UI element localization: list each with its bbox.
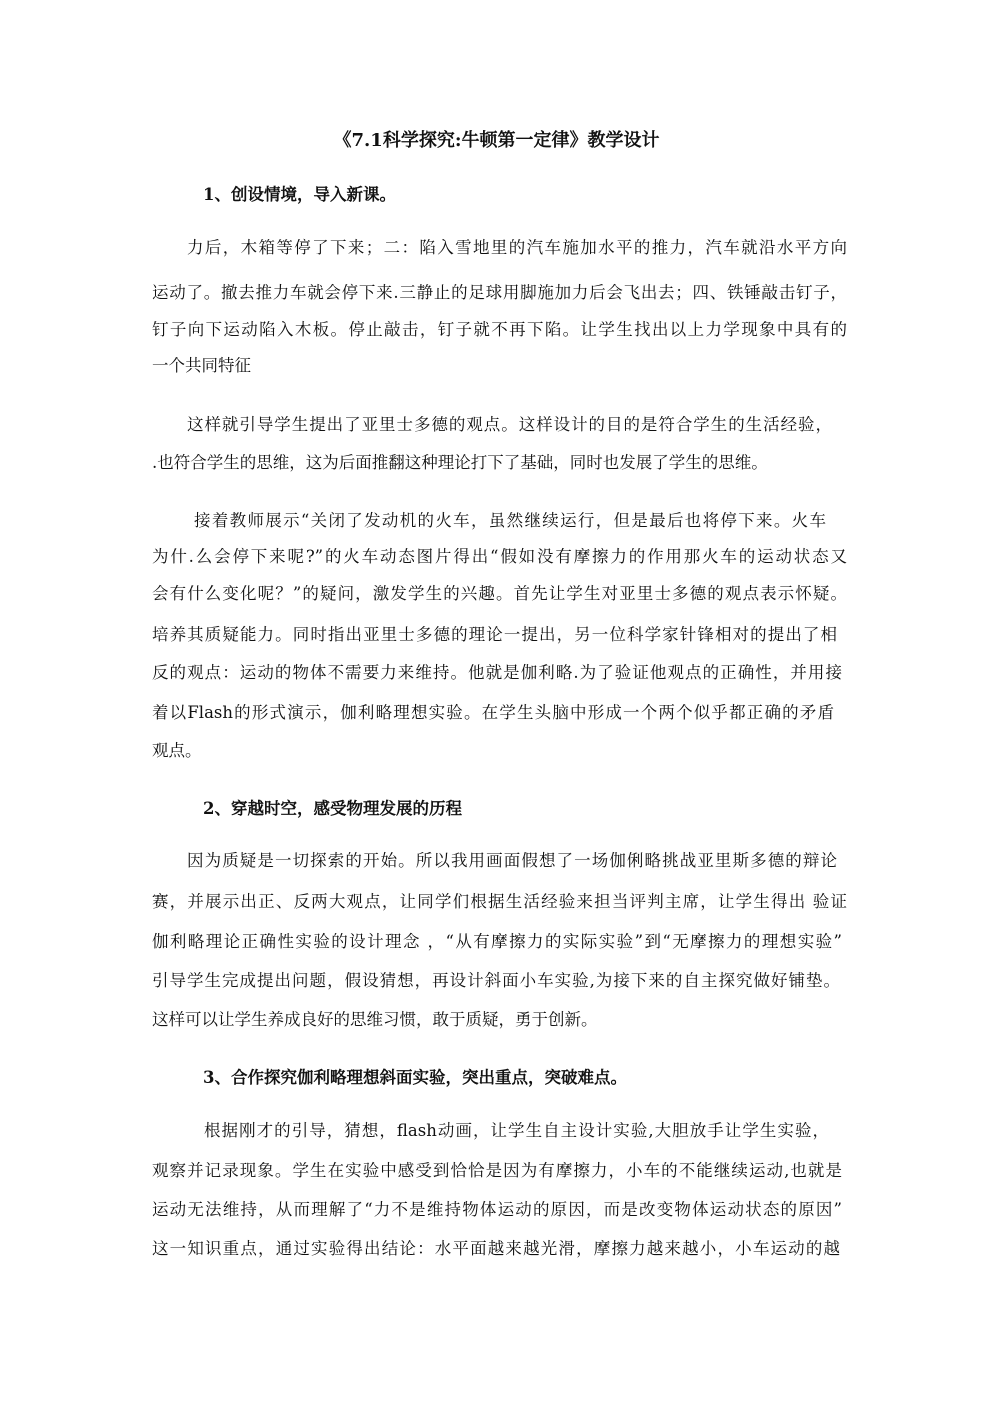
paragraph-line: 会有什么变化呢？”的疑问，激发学生的兴趣。首先让学生对亚里士多德的观点表示怀疑。 [152,584,847,603]
paragraph-line: 观点。 [152,741,202,760]
paragraph-line: 这样就引导学生提出了亚里士多德的观点。这样设计的目的是符合学生的生活经验， [187,415,832,434]
paragraph-line: 因为质疑是一切探索的开始。所以我用画面假想了一场伽俐略挑战亚里斯多德的辩论 [187,851,837,870]
paragraph-line: 力后，木箱等停了下来；二：陷入雪地里的汽车施加水平的推力，汽车就沿水平方向 [187,238,847,257]
paragraph-line: 引导学生完成提出问题，假设猜想，再设计斜面小车实验,为接下来的自主探究做好铺垫。 [152,971,840,990]
paragraph-line: 一个共同特征 [152,356,251,375]
paragraph-line: 赛，并展示出正、反两大观点，让同学们根据生活经验来担当评判主席，让学生得出 验证 [152,892,847,911]
paragraph-line: 为什.么会停下来呢?”的火车动态图片得出“假如没有摩擦力的作用那火车的运动状态又 [152,547,847,566]
paragraph-line: 着以Flash的形式演示，伽利略理想实验。在学生头脑中形成一个两个似乎都正确的矛盾 [152,703,834,722]
paragraph-line: 运动了。撤去推力车就会停下来.三静止的足球用脚施加力后会飞出去；四、铁锤敲击钉子， [152,283,847,302]
paragraph-line: 根据刚才的引导，猜想，flash动画，让学生自主设计实验,大胆放手让学生实验， [204,1121,829,1140]
section-1-heading: 1、创设情境，导入新课。 [203,185,396,204]
paragraph-line: 培养其质疑能力。同时指出亚里士多德的理论一提出，另一位科学家针锋相对的提出了相 [152,625,837,644]
paragraph-line: 运动无法维持，从而理解了“力不是维持物体运动的原因，而是改变物体运动状态的原因” [152,1200,842,1219]
paragraph-line: 这一知识重点，通过实验得出结论：水平面越来越光滑，摩擦力越来越小，小车运动的越 [152,1239,840,1258]
paragraph-line: 接着教师展示“关闭了发动机的火车，虽然继续运行，但是最后也将停下来。火车 [194,511,826,530]
section-2-heading: 2、穿越时空，感受物理发展的历程 [203,799,462,818]
paragraph-line: 观察并记录现象。学生在实验中感受到恰恰是因为有摩擦力，小车的不能继续运动,也就是 [152,1161,842,1180]
document-title: 《7.1科学探究:牛顿第一定律》教学设计 [333,130,660,151]
paragraph-line: .也符合学生的思维，这为后面推翻这种理论打下了基础，同时也发展了学生的思维。 [152,453,768,472]
paragraph-line: 钉子向下运动陷入木板。停止敲击，钉子就不再下陷。让学生找出以上力学现象中具有的 [152,320,847,339]
paragraph-line: 反的观点：运动的物体不需要力来维持。他就是伽利略.为了验证他观点的正确性，并用接 [152,663,842,682]
paragraph-line: 伽利略理论正确性实验的设计理念 ，“从有摩擦力的实际实验”到“无摩擦力的理想实验” [152,932,842,951]
section-3-heading: 3、合作探究伽利略理想斜面实验，突出重点，突破难点。 [203,1068,627,1087]
paragraph-line: 这样可以让学生养成良好的思维习惯，敢于质疑，勇于创新。 [152,1010,598,1029]
